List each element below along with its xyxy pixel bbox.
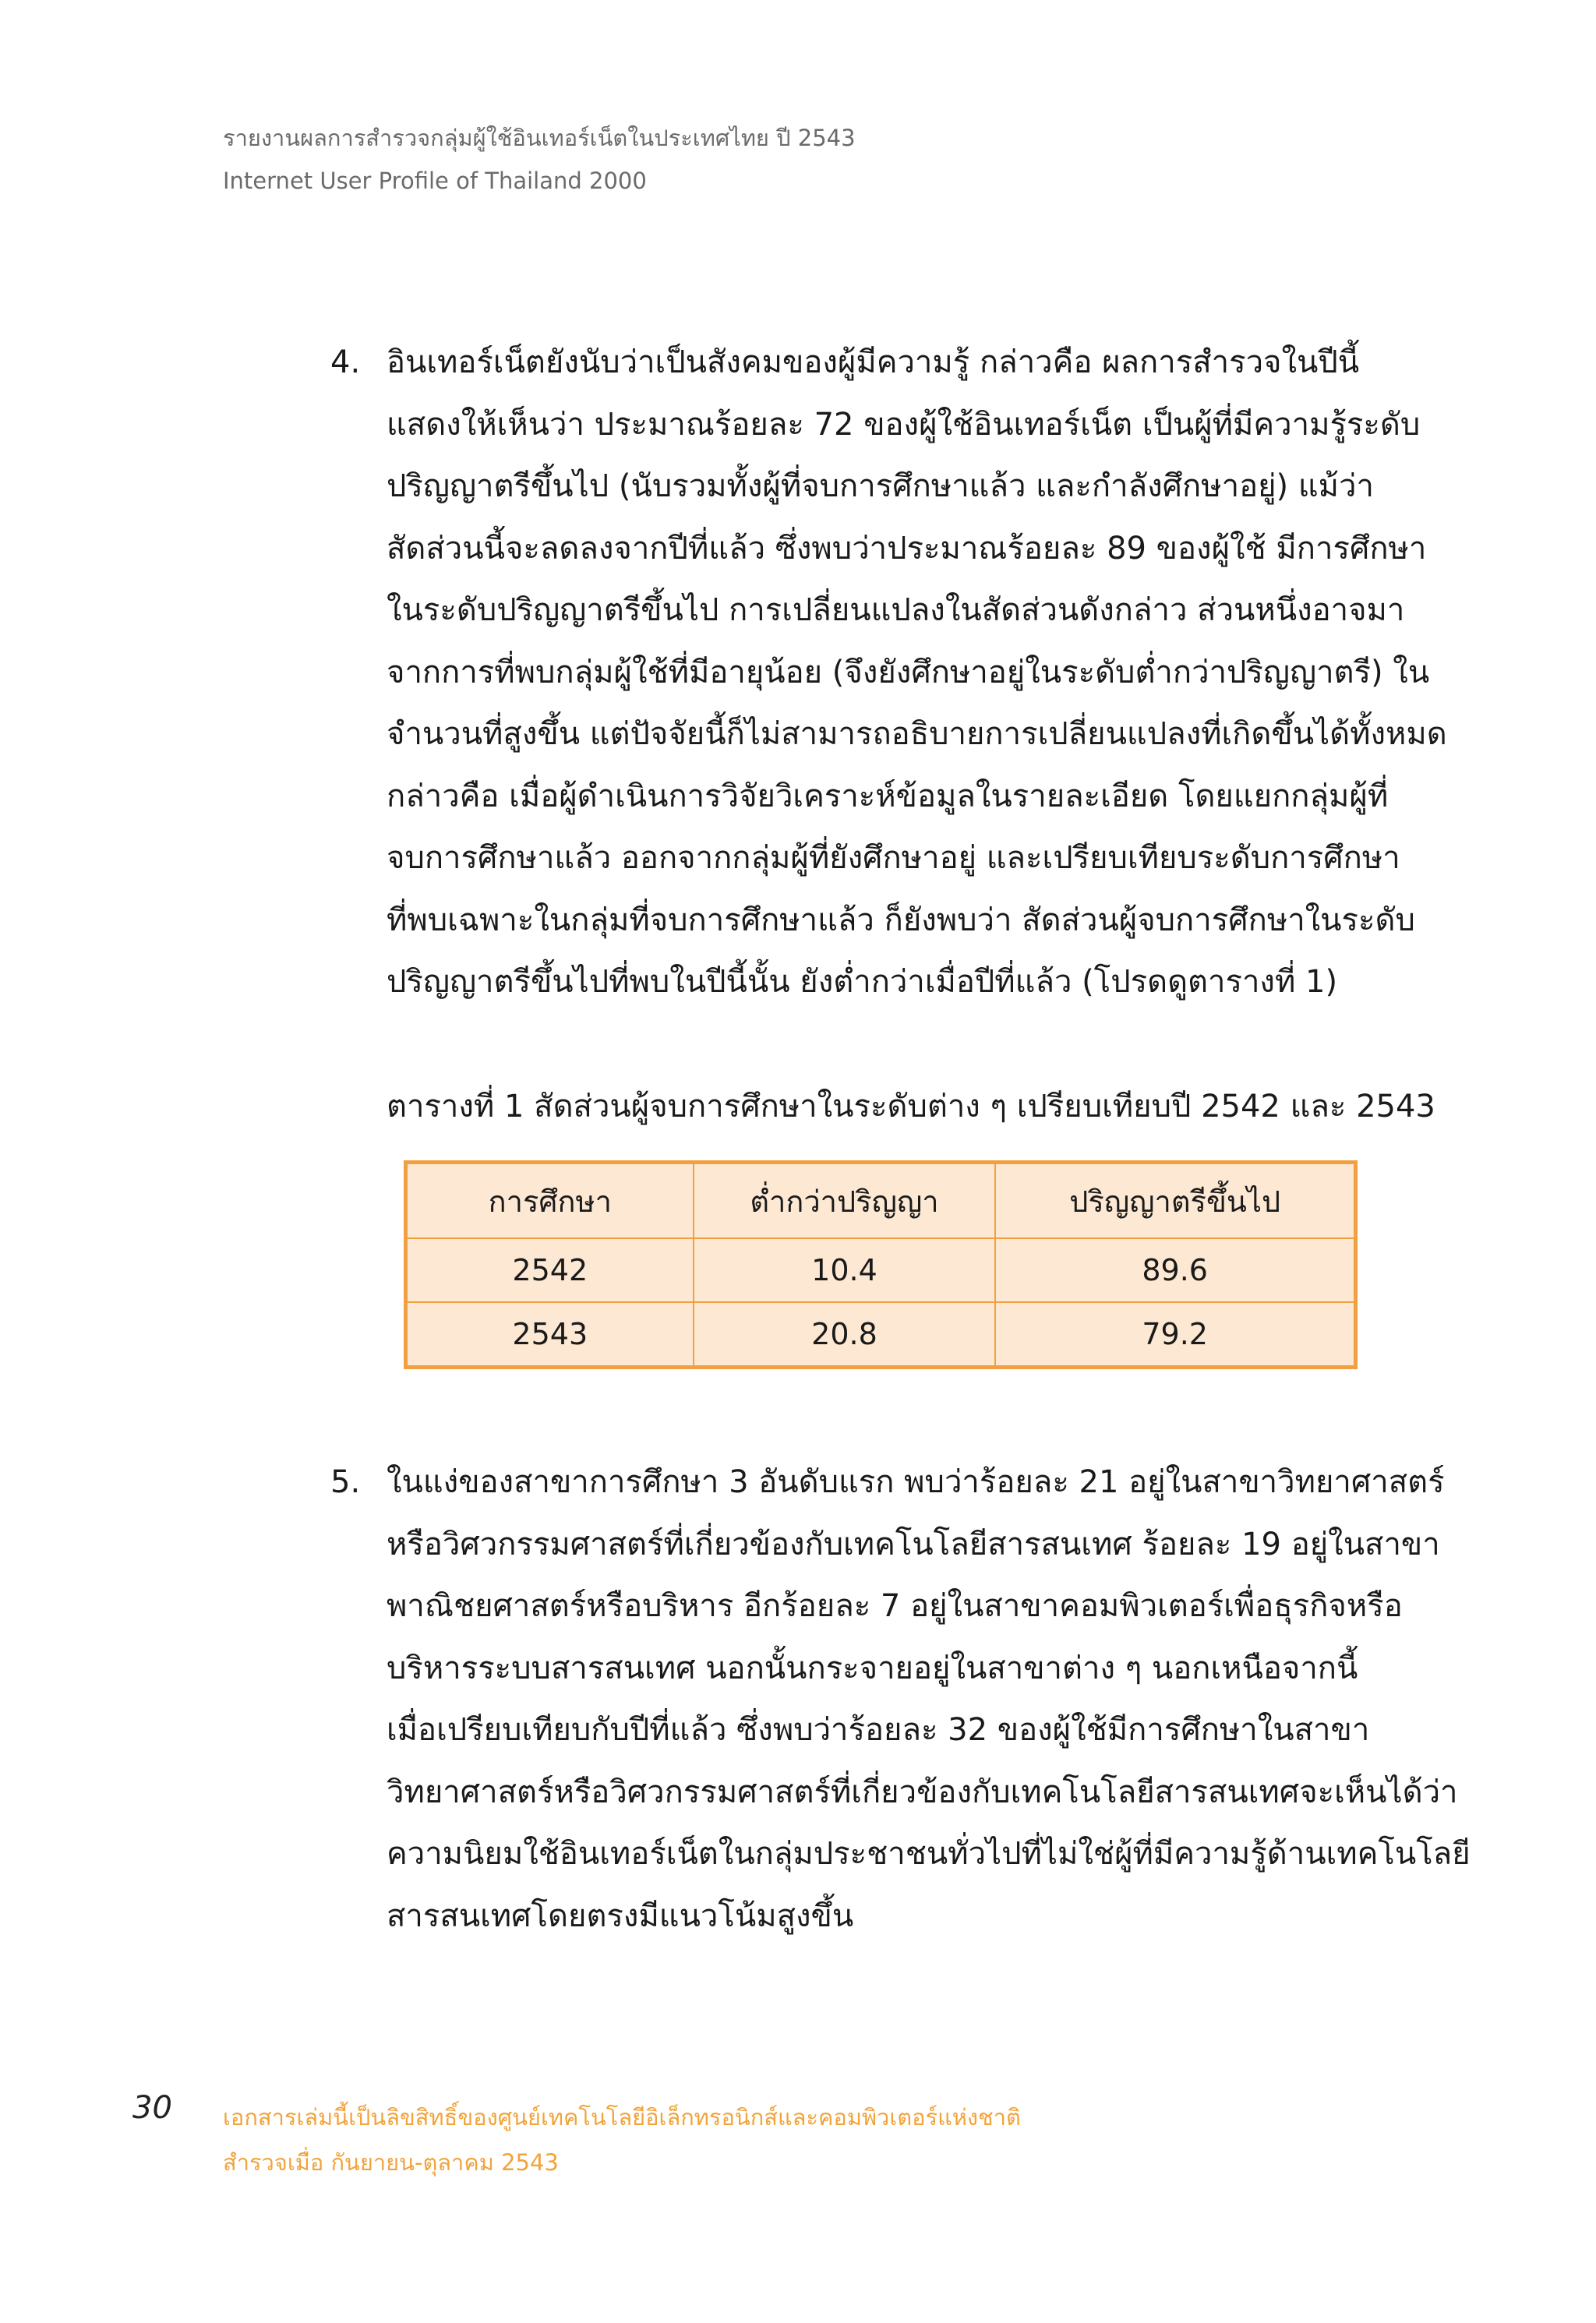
- running-header: [223, 117, 856, 203]
- paragraph-4: [330, 332, 1447, 1014]
- table-row: [406, 1302, 1356, 1368]
- table-caption: ตารางที่ 1 สัดส่วนผู้จบการศึกษาในระดับต่าง ๆ เปรียบเทียบปี 2542 และ 2543: [387, 1089, 1435, 1124]
- paragraph-line: จากการที่พบกลุ่มผู้ใช้ที่มีอายุน้อย (จึงยังศึกษาอยู่ในระดับต่ำกว่าปริญญาตรี) ใน: [387, 654, 1430, 690]
- paragraph-body: [387, 332, 1447, 1014]
- paragraph-line: ปริญญาตรีขึ้นไปที่พบในปีนี้นั้น ยังต่ำกว่าเมื่อปีที่แล้ว (โปรดดูตารางที่ 1): [387, 964, 1338, 1000]
- running-footer: [223, 2095, 1021, 2185]
- table-cell: 2542: [406, 1238, 694, 1302]
- table-cell: 89.6: [995, 1238, 1355, 1302]
- copyright-notice: เอกสารเล่มนี้เป็นลิขสิทธิ์ของศูนย์เทคโนโลยีอิเล็กทรอนิกส์และคอมพิวเตอร์แห่งชาติ: [223, 2104, 1021, 2131]
- paragraph-line: วิทยาศาสตร์หรือวิศวกรรมศาสตร์ที่เกี่ยวข้องกับเทคโนโลยีสารสนเทศจะเห็นได้ว่า: [387, 1774, 1458, 1810]
- paragraph-line: กล่าวคือ เมื่อผู้ดำเนินการวิจัยวิเคราะห์ข้อมูลในรายละเอียด โดยแยกกลุ่มผู้ที่: [387, 778, 1389, 814]
- item-number: 4.: [330, 344, 361, 380]
- table-cell: 10.4: [694, 1238, 996, 1302]
- paragraph-line: จำนวนที่สูงขึ้น แต่ปัจจัยนี้ก็ไม่สามารถอธิบายการเปลี่ยนแปลงที่เกิดขึ้นได้ทั้งหมด: [387, 716, 1447, 752]
- paragraph-line: แสดงให้เห็นว่า ประมาณร้อยละ 72 ของผู้ใช้อินเทอร์เน็ต เป็นผู้ที่มีความรู้ระดับ: [387, 406, 1421, 443]
- survey-date: สำรวจเมื่อ กันยายน-ตุลาคม 2543: [223, 2149, 559, 2176]
- table-cell: 79.2: [995, 1302, 1355, 1368]
- page-number: 30: [132, 2090, 172, 2126]
- paragraph-line: พาณิชยศาสตร์หรือบริหาร อีกร้อยละ 7 อยู่ในสาขาคอมพิวเตอร์เพื่อธุรกิจหรือ: [387, 1588, 1403, 1624]
- table-row: [406, 1238, 1356, 1302]
- paragraph-line: บริหารระบบสารสนเทศ นอกนั้นกระจายอยู่ในสาขาต่าง ๆ นอกเหนือจากนี้: [387, 1650, 1358, 1686]
- column-header: ต่ำกว่าปริญญา: [694, 1163, 996, 1239]
- paragraph-line: อินเทอร์เน็ตยังนับว่าเป็นสังคมของผู้มีความรู้ กล่าวคือ ผลการสำรวจในปีนี้: [387, 344, 1360, 380]
- paragraph-5: [330, 1452, 1471, 1947]
- paragraph-line: ที่พบเฉพาะในกลุ่มที่จบการศึกษาแล้ว ก็ยังพบว่า สัดส่วนผู้จบการศึกษาในระดับ: [387, 902, 1415, 938]
- header-title-english: Internet User Profile of Thailand 2000: [223, 168, 647, 194]
- paragraph-line: จบการศึกษาแล้ว ออกจากกลุ่มผู้ที่ยังศึกษาอยู่ และเปรียบเทียบระดับการศึกษา: [387, 840, 1400, 876]
- education-table: [404, 1160, 1358, 1369]
- item-number: 5.: [330, 1464, 361, 1500]
- paragraph-line: หรือวิศวกรรมศาสตร์ที่เกี่ยวข้องกับเทคโนโลยีสารสนเทศ ร้อยละ 19 อยู่ในสาขา: [387, 1526, 1440, 1562]
- table-cell: 2543: [406, 1302, 694, 1368]
- header-title-thai: รายงานผลการสำรวจกลุ่มผู้ใช้อินเทอร์เน็ตในประเทศไทย ปี 2543: [223, 125, 856, 151]
- table-cell: 20.8: [694, 1302, 996, 1368]
- paragraph-line: เมื่อเปรียบเทียบกับปีที่แล้ว ซึ่งพบว่าร้อยละ 32 ของผู้ใช้มีการศึกษาในสาขา: [387, 1712, 1370, 1748]
- column-header: ปริญญาตรีขึ้นไป: [995, 1163, 1355, 1239]
- paragraph-body: [387, 1452, 1471, 1947]
- table-header-row: [406, 1163, 1356, 1239]
- paragraph-line: สารสนเทศโดยตรงมีแนวโน้มสูงขึ้น: [387, 1898, 854, 1934]
- paragraph-line: ความนิยมใช้อินเทอร์เน็ตในกลุ่มประชาชนทั่วไปที่ไม่ใช่ผู้ที่มีความรู้ด้านเทคโนโลยี: [387, 1836, 1471, 1872]
- paragraph-line: ในระดับปริญญาตรีขึ้นไป การเปลี่ยนแปลงในสัดส่วนดังกล่าว ส่วนหนึ่งอาจมา: [387, 592, 1405, 628]
- paragraph-line: ในแง่ของสาขาการศึกษา 3 อันดับแรก พบว่าร้อยละ 21 อยู่ในสาขาวิทยาศาสตร์: [387, 1464, 1445, 1500]
- paragraph-line: ปริญญาตรีขึ้นไป (นับรวมทั้งผู้ที่จบการศึกษาแล้ว และกำลังศึกษาอยู่) แม้ว่า: [387, 468, 1374, 504]
- paragraph-line: สัดส่วนนี้จะลดลงจากปีที่แล้ว ซึ่งพบว่าประมาณร้อยละ 89 ของผู้ใช้ มีการศึกษา: [387, 530, 1427, 567]
- column-header: การศึกษา: [406, 1163, 694, 1239]
